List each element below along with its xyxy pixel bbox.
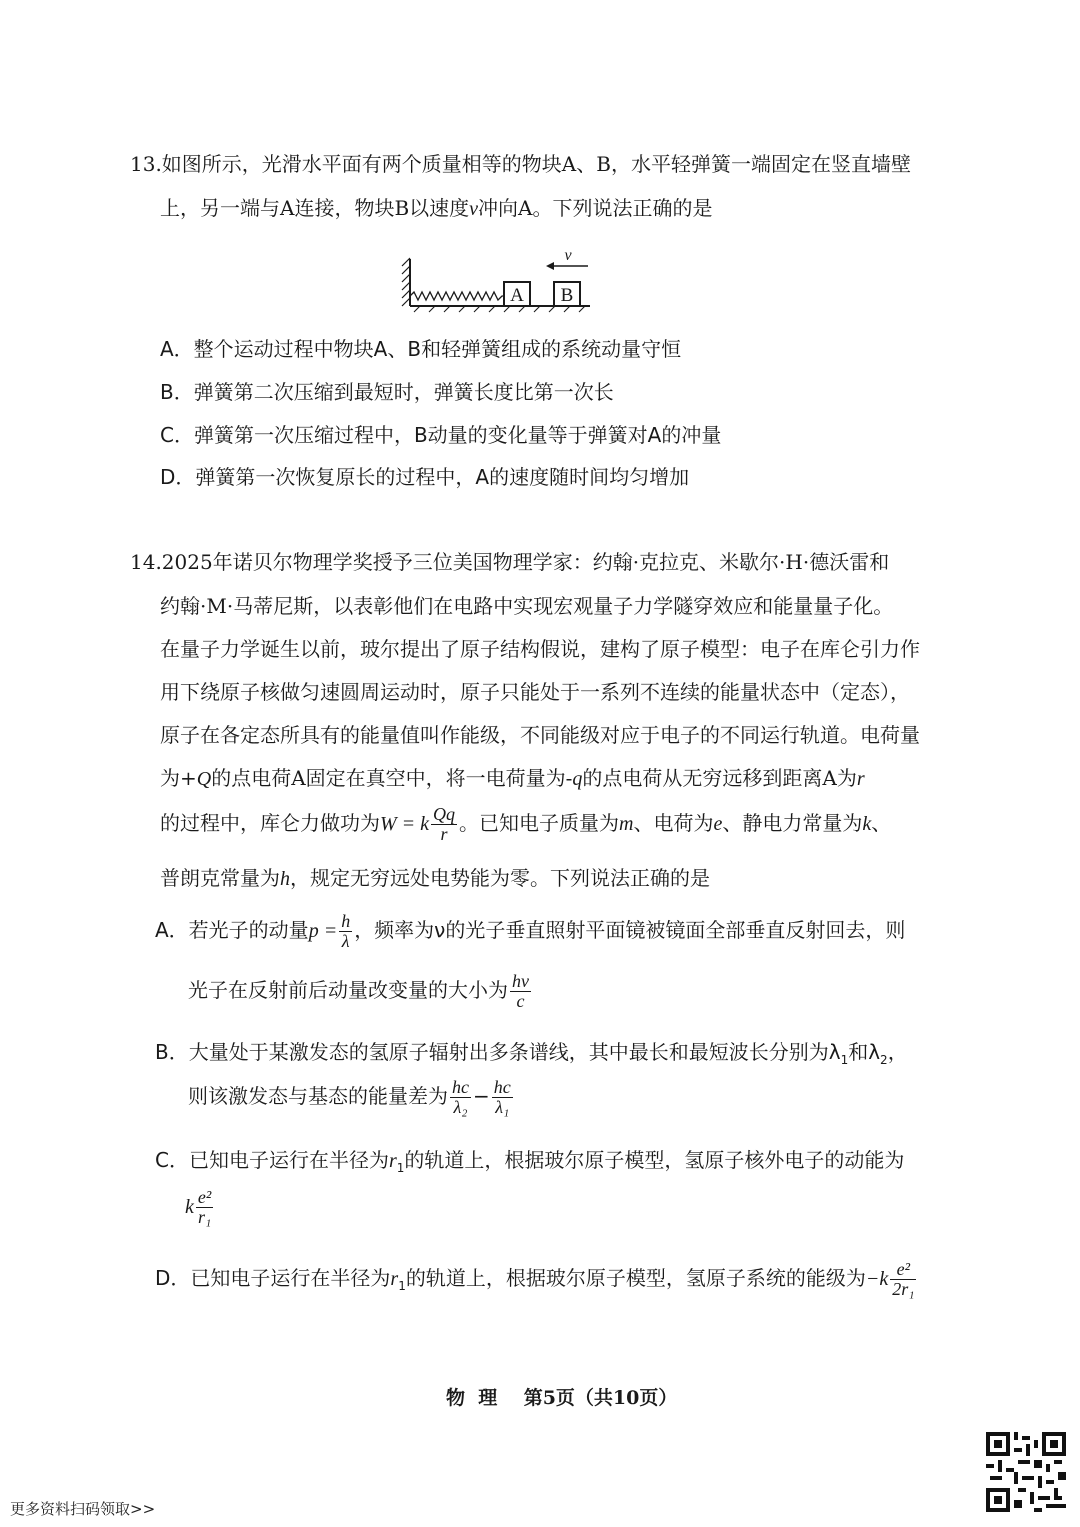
q13-option-a: A．整个运动过程中物块A、B和轻弹簧组成的系统动量守恒 — [160, 337, 682, 361]
velocity-label: v — [564, 247, 572, 264]
block-a-label: A — [510, 285, 524, 306]
q14-line4: 用下绕原子核做匀速圆周运动时，原子只能处于一系列不连续的能量状态中（定态）， — [160, 680, 910, 704]
q14-option-a: A．若光子的动量p = $\frac{h}{\lambda}$ ，频率为ν的光子垂直照射平面镜被镜面全部垂直反射回去，则 — [155, 911, 906, 951]
spring — [410, 292, 504, 300]
q14-line3: 在量子力学诞生以前，玻尔提出了原子结构假说，建构了原子模型：电子在库仑引力作 — [160, 637, 920, 661]
q13-line2: 上，另一端与A连接，物块B以速度v冲向A。下列说法正确的是 — [160, 196, 713, 220]
q14-line2: 约翰·M·马蒂尼斯，以表彰他们在电路中实现宏观量子力学隧穿效应和能量量子化。 — [160, 594, 894, 618]
q14-option-c-line2: k $\frac{\text{e²}}{\text{r₁}}$ — [185, 1187, 212, 1227]
q14-option-b: B．大量处于某激发态的氢原子辐射出多条谱线，其中最长和最短波长分别为$\lambda_1$和$\lambda_2$， — [155, 1040, 908, 1067]
q14-line8: 普朗克常量为h，规定无穷远处电势能为零。下列说法正确的是 — [160, 866, 710, 890]
q13-option-c: C．弹簧第一次压缩过程中，B动量的变化量等于弹簧对A的冲量 — [160, 423, 722, 447]
spring-block-figure — [400, 244, 600, 314]
q13-line1: 13.如图所示，光滑水平面有两个质量相等的物块A、B，水平轻弹簧一端固定在竖直墙壁 — [130, 152, 911, 176]
q14-line5: 原子在各定态所具有的能量值叫作能级，不同能级对应于电子的不同运行轨道。电荷量 — [160, 723, 920, 747]
block-b-label: B — [560, 285, 574, 306]
q13-option-b: B．弹簧第二次压缩到最短时，弹簧长度比第一次长 — [160, 380, 614, 404]
more-resources-link[interactable]: 更多资料扫码领取>> — [10, 1500, 156, 1518]
q14-line6: 为+Q的点电荷A固定在真空中，将一电荷量为-q的点电荷从无穷远移到距离A为r — [160, 766, 865, 790]
q14-option-d: D．已知电子运行在半径为$r_1$的轨道上，根据玻尔原子模型，氢原子系统的能级为−k $\frac{\text{e²}}{\text{2r₁}}$ — [155, 1259, 915, 1299]
q14-line7: 的过程中，库仑力做功为W = k $\frac{Qq}{r}$ 。已知电子质量为m、电荷为e、静电力常量为k、 — [160, 804, 892, 844]
q13-option-d: D．弹簧第一次恢复原长的过程中，A的速度随时间均匀增加 — [160, 465, 690, 489]
q14-option-c: C．已知电子运行在半径为$r_1$的轨道上，根据玻尔原子模型，氢原子核外电子的动能为 — [155, 1148, 905, 1175]
qr-code-icon[interactable] — [986, 1432, 1066, 1512]
q14-option-a-line2: 光子在反射前后动量改变量的大小为 $\frac{h\nu}{c}$ — [188, 971, 529, 1011]
work-fraction: $\frac{Qq}{r}$ — [433, 804, 456, 844]
q14-option-b-line2: 则该激发态与基态的能量差为 $\frac{hc}{\text{λ₂}}$ − $\frac{hc}{\text{λ₁}}$ — [188, 1077, 511, 1117]
q14-line1: 14.2025年诺贝尔物理学奖授予三位美国物理学家：约翰·克拉克、米歇尔·H·德沃雷和 — [130, 550, 890, 574]
page-footer: 物 理 第5页（共10页） — [446, 1387, 678, 1409]
